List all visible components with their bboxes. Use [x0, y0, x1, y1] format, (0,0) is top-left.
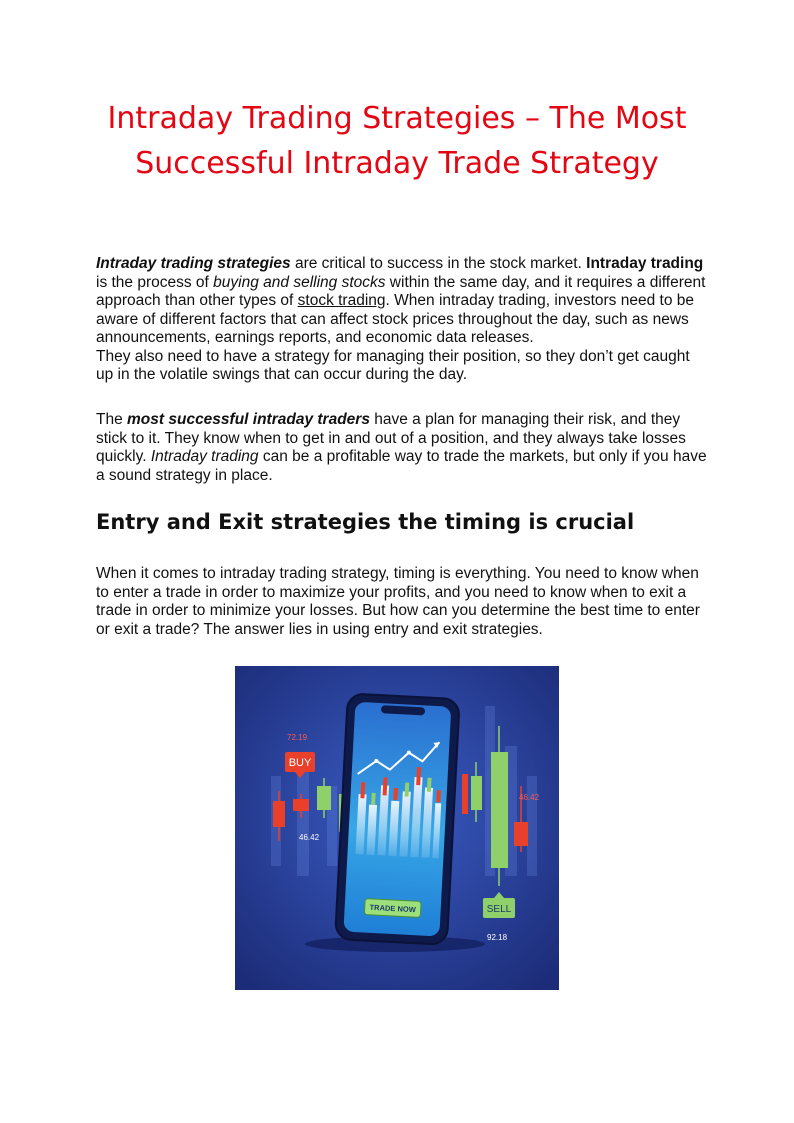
text-span: have a plan for managing their risk, and they stick to it. They know when to get in and out of a position, and they always take losses quickly.	[96, 411, 686, 465]
candle-red	[273, 801, 285, 827]
text-span: The	[96, 411, 128, 428]
buy-label: BUY	[288, 757, 312, 769]
term-buying-selling: buying and selling stocks	[213, 273, 386, 291]
candle-green	[317, 786, 331, 810]
candle-green	[471, 776, 482, 810]
text-span: can be a profitable way to trade the markets, but only if you have a sound strategy in place.	[96, 448, 707, 484]
term-successful-traders: most successful intraday traders	[127, 411, 370, 428]
price-left: 46.42	[299, 833, 320, 842]
text-span: is the process of	[96, 273, 214, 291]
trading-app-illustration	[235, 666, 559, 990]
candle-red	[514, 822, 528, 846]
sell-label: SELL	[486, 904, 512, 915]
text-span: . When intraday trading, investors need to be aware of different factors that can affect stock prices throughout the day, such as news announcements, earnings reports, and economic data releases.	[96, 292, 694, 346]
timing-paragraph: When it comes to intraday trading strategy, timing is everything. You need to know when to enter a trade in order to maximize your profits, and you need to know when to exit a trade in order to minimize your losses. But how can you determine the best time to enter or exit a trade? The answer lies in using entry and exit strategies.	[96, 565, 700, 638]
section-heading: Entry and Exit strategies the timing is crucial	[96, 510, 635, 534]
term-intraday-strategies: Intraday trading strategies	[96, 255, 291, 272]
candle-green	[491, 752, 508, 868]
price-top: 72.19	[287, 733, 308, 742]
text-span: within the same day, and it requires a different approach than other types of	[96, 273, 706, 309]
trade-now-label: TRADE NOW	[369, 902, 417, 915]
intro-paragraph	[96, 255, 708, 385]
candle-red	[293, 799, 309, 811]
illustration-svg	[235, 666, 559, 990]
stock-trading-link[interactable]: stock trading	[297, 292, 386, 309]
text-span: They also need to have a strategy for managing their position, so they don’t get caught up in the volatile swings that can occur during the day.	[96, 347, 690, 383]
trade-now-button[interactable]	[364, 899, 421, 918]
price-bottom: 92.18	[487, 933, 508, 942]
term-intraday-trading-italic: Intraday trading	[150, 448, 259, 465]
price-right: 46.42	[519, 793, 540, 802]
phone	[335, 693, 460, 945]
term-intraday-trading: Intraday trading	[586, 255, 704, 272]
risk-paragraph	[96, 411, 708, 485]
text-span: are critical to success in the stock market.	[290, 255, 587, 272]
page-title: Intraday Trading Strategies – The Most Successful Intraday Trade Strategy	[107, 101, 687, 181]
candle-red	[462, 774, 468, 814]
